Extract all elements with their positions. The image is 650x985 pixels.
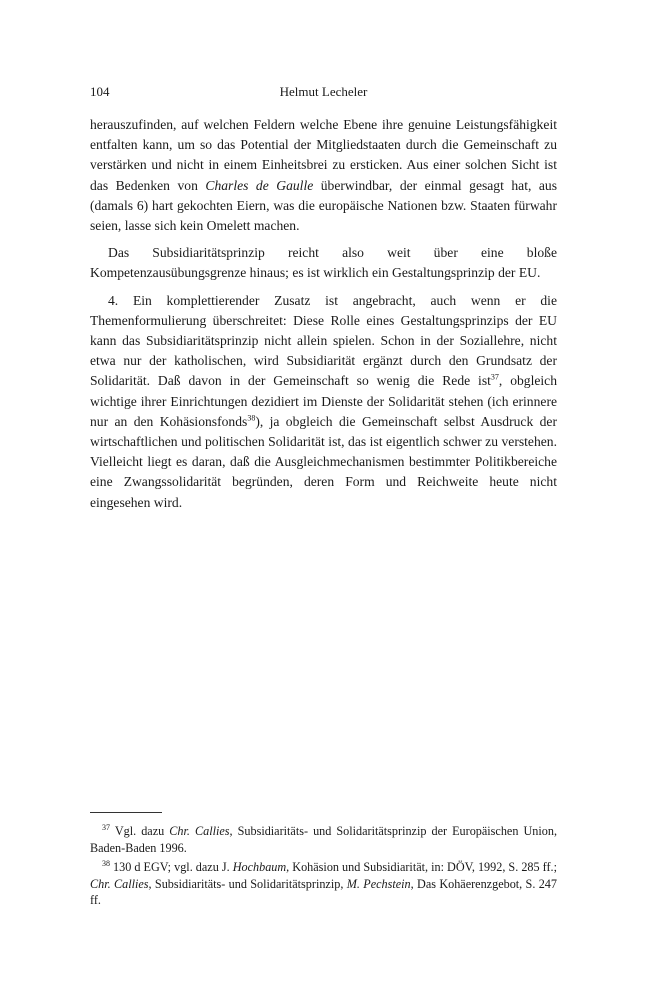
- footnotes: [90, 812, 557, 912]
- footnote-ref: 38: [102, 858, 110, 868]
- running-header: [90, 84, 557, 100]
- paragraph: [90, 243, 557, 283]
- italic-name: Chr. Callies,: [90, 876, 152, 891]
- footnote-list: [90, 823, 557, 909]
- italic-name: Charles de Gaulle: [205, 177, 314, 193]
- text-run: 130 d EGV; vgl. dazu J.: [110, 860, 233, 874]
- text-run: 4. Ein komplettierender Zusatz ist angebracht, auch wenn er die Themenformulierung überschreitet: Diese Rolle eines Gestaltungsprinzips der EU kann das Subsidiaritätsprinzip nicht allein spielen. Schon in der Soziallehre, nicht etwa nur der katholischen, wird Subsidiarität ergänzt durch den Grundsatz der Solidarität. Daß davon in der Gemeinschaft so wenig die Rede ist: [90, 292, 557, 389]
- running-head-author: Helmut Lecheler: [279, 84, 368, 99]
- italic-name: Chr. Callies,: [169, 824, 233, 838]
- footnote-rule: [90, 812, 162, 813]
- footnote-ref: 37: [102, 822, 110, 832]
- italic-name: Hochbaum,: [232, 860, 290, 874]
- text-run: Das Subsidiaritätsprinzip reicht also weit über eine bloße Kompetenzausübungsgrenze hinaus; es ist wirklich ein Gestaltungsprinzip der EU.: [90, 245, 557, 281]
- text-run: Vgl. dazu: [110, 824, 170, 838]
- text-run: überwindbar, der einmal gesagt hat, aus (damals 6) hart gekochten Eiern, was die europäische Nationen bzw. Staaten fürwahr seien, lasse sich kein Omelett machen.: [90, 177, 558, 234]
- italic-name: M. Pechstein,: [346, 876, 414, 891]
- text-run: Kohäsion und Subsidiarität, in: DÖV, 1992, S. 285 ff.;: [289, 860, 557, 874]
- text-run: , obgleich wichtige ihrer Einrichtungen dezidiert im Dienste der Solidarität stehen (ich erinnere nur an den Kohäsionsfonds: [90, 373, 558, 429]
- text-run: ), ja obgleich die Gemeinschaft selbst Ausdruck der wirtschaftlichen und politischen Solidarität ist, das ist eigentlich schwer zu verstehen. Vielleicht liegt es daran, daß die Ausgleichmechanismen bestimmter Politikbereiche eine Zwangssolidarität begründen, deren Form und Reichweite heute nicht eingesehen wird.: [90, 413, 557, 510]
- footnote: [90, 823, 557, 856]
- footnote: [90, 859, 557, 909]
- paragraph: [90, 291, 557, 513]
- footnote-ref: 37: [490, 372, 499, 382]
- paragraph: [90, 115, 557, 236]
- text-run: Subsidiaritäts- und Solidaritätsprinzip der Europäischen Union, Baden-Baden 1996.: [90, 824, 557, 855]
- page: [90, 84, 557, 520]
- footnote-ref: 38: [247, 413, 256, 423]
- text-run: Das Kohäerenzgebot, S. 247 ff.: [90, 876, 557, 907]
- text-run: herauszufinden, auf welchen Feldern welche Ebene ihre genuine Leistungsfähigkeit entfalten kann, um so das Potential der Mitgliedstaaten durch die Gemeinschaft zu verstärken und nicht in einem Einheitsbrei zu ersticken. Aus einer solchen Sicht ist das Bedenken von: [90, 117, 557, 193]
- page-number: 104: [90, 84, 110, 99]
- body-text: [90, 115, 557, 513]
- text-run: Subsidiaritäts- und Solidaritätsprinzip,: [151, 876, 347, 891]
